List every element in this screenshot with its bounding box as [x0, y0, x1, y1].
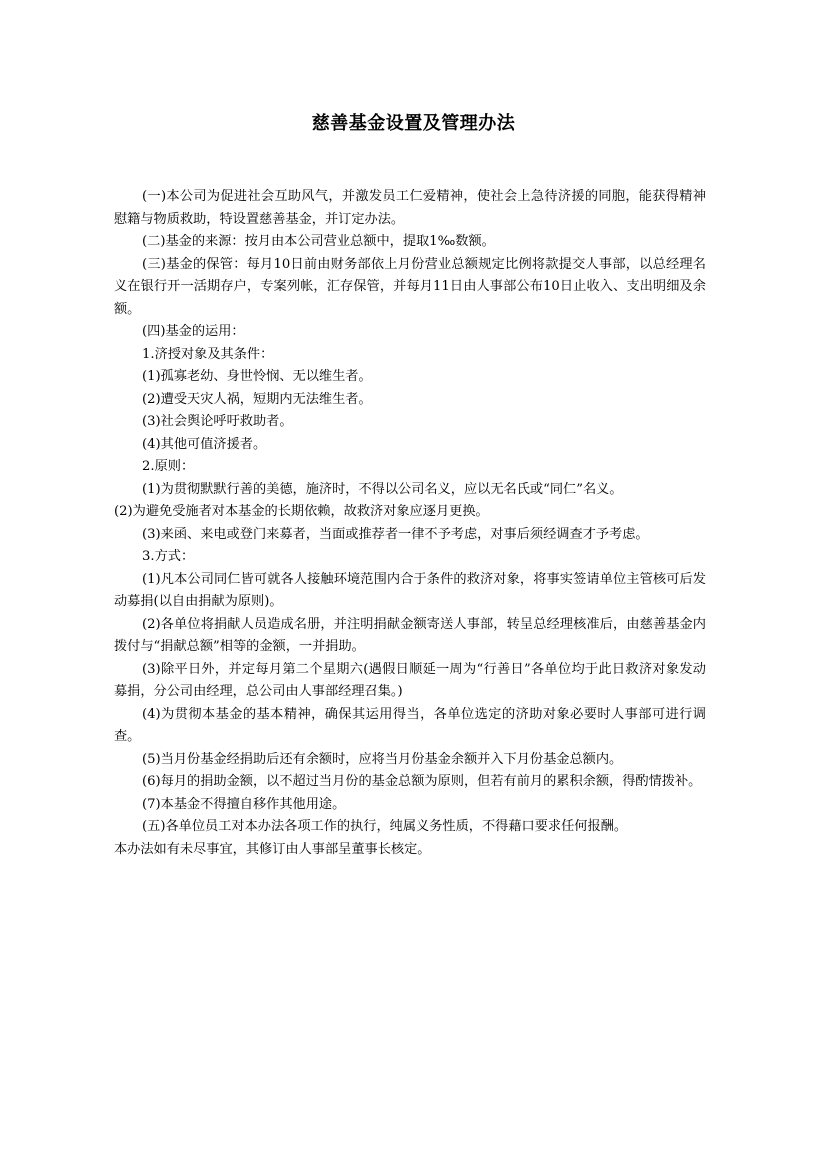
- list-item: (3)除平日外，并定每月第二个星期六(遇假日顺延一周为“行善日”各单位均于此日救济对象发动募捐，分公司由经理，总公司由人事部经理召集。): [114, 661, 706, 699]
- document-title: 慈善基金设置及管理办法: [311, 113, 516, 134]
- list-item: (2)各单位将捐献人员造成名册，并注明捐献金额寄送人事部，转呈总经理核准后，由慈善基金内拨付与“捐献总额”相等的金额，一并捐助。: [114, 616, 706, 654]
- list-item: (6)每月的捐助金额，以不超过当月份的基金总额为原则，但若有前月的累积余额，得酌情拨补。: [142, 774, 702, 789]
- list-item: (1)孤寡老幼、身世怜悯、无以维生者。: [142, 369, 372, 384]
- list-item: (3)来函、来电或登门来募者，当面或推荐者一律不予考虑，对事后须经调查才予考虑。: [142, 526, 649, 542]
- paragraph-voluntary-service: (五)各单位员工对本办法各项工作的执行，纯属义务性质，不得藉口要求任何报酬。: [142, 819, 628, 834]
- paragraph-methods-heading: 3.方式：: [142, 549, 195, 564]
- list-item: (7)本基金不得擅自移作其他用途。: [142, 796, 346, 812]
- paragraph-principles-heading: 2.原则：: [142, 459, 195, 474]
- list-item: (4)为贯彻本基金的基本精神，确保其运用得当，各单位选定的济助对象必要时人事部可进行调查。: [114, 706, 706, 744]
- paragraph-fund-custody: (三)基金的保管：每月10日前由财务部依上月份营业总额规定比例将款提交人事部，以总经理名义在银行开一活期存户，专案列帐，汇存保管，并每月11日由人事部公布10日止收入、支出明细及余额。: [114, 256, 706, 317]
- paragraph-purpose: (一)本公司为促进社会互助风气，并激发员工仁爱精神，使社会上急待济援的同胞，能获得精神慰籍与物质救助，特设置慈善基金，并订定办法。: [114, 189, 706, 227]
- list-item: (3)社会舆论呼吁救助者。: [142, 414, 293, 429]
- document-body: [114, 186, 706, 861]
- list-item: (1)为贯彻默默行善的美德，施济时，不得以公司名义，应以无名氏或“同仁”名义。: [142, 481, 623, 497]
- paragraph-closing-note: 本办法如有未尽事宜，其修订由人事部呈董事长核定。: [114, 841, 431, 857]
- list-item: (2)遭受天灾人祸，短期内无法维生者。: [142, 391, 372, 407]
- list-item: (5)当月份基金经捐助后还有余额时，应将当月份基金余额并入下月份基金总额内。: [142, 751, 623, 767]
- paragraph-aid-recipients-heading: 1.济授对象及其条件：: [142, 346, 274, 362]
- list-item: (4)其他可值济援者。: [142, 436, 267, 452]
- list-item: (1)凡本公司同仁皆可就各人接触环境范围内合于条件的救济对象，将事实签请单位主管核可后发动募捐(以自由捐献为原则)。: [114, 571, 706, 609]
- paragraph-fund-source: (二)基金的来源：按月由本公司营业总额中，提取1‰数额。: [142, 234, 495, 249]
- list-item: (2)为避免受施者对本基金的长期依赖，故救济对象应逐月更换。: [114, 504, 489, 519]
- paragraph-fund-usage-heading: (四)基金的运用：: [142, 324, 245, 339]
